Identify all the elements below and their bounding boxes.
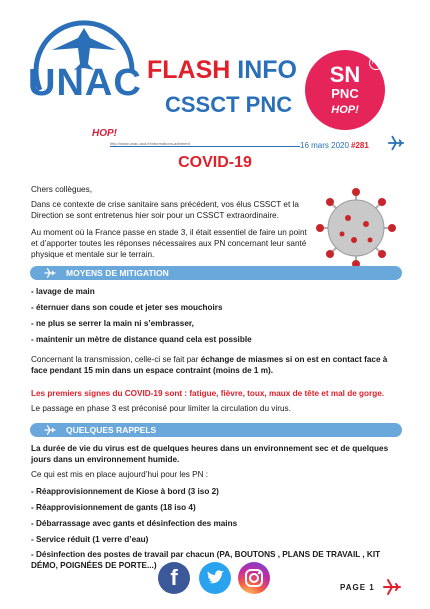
page-number: PAGE 1 [340,583,375,592]
plane-icon [382,578,402,596]
transmission-bold: échange de miasmes si on est en contact face à face pendant 15 min dans un espace contraint (moins de 1 m). [31,355,388,375]
list-item: - Service réduit (1 verre d’eau) [31,535,149,544]
plane-icon [387,134,405,152]
fo-badge: FO [369,56,383,70]
list-item: - lavage de main [31,287,95,296]
plane-icon [44,268,56,278]
transmission-paragraph [31,354,401,376]
section-header-reminders [30,423,402,437]
intro-paragraph-1: Dans ce contexte de crise sanitaire sans précédent, vos élus CSSCT et la Direction se sont entretenus hier soir pour un CSSCT extraordinaire. [31,200,299,220]
list-item: - Réapprovisionnement de gants (18 iso 4) [31,503,196,512]
phase3-text: Le passage en phase 3 est préconisé pour limiter la circulation du virus. [31,404,291,413]
list-item: - Désinfection des postes de travail par chacun (PA, BOUTONS , PLANS DE TRAVAIL , KIT DÉMO, POIGNÉES DE PORTE...) [31,550,381,570]
list-item: - éternuer dans son coude et jeter ses mouchoirs [31,303,223,312]
list-item: - Débarrassage avec gants et désinfection des mains [31,519,238,528]
coronavirus-image [312,184,400,272]
info-word: INFO [237,56,297,84]
snpnc-hop: HOP! [331,104,359,116]
section-header-mitigation [30,266,402,280]
website-link[interactable]: http://www.unac-aoa.fr/informations-adherent [110,141,190,146]
header-rule [110,146,300,147]
list-item: - ne plus se serrer la main ni s’embrasser, [31,319,194,328]
measures-intro: Ce qui est mis en place aujourd’hui pour les PN : [31,470,209,479]
list-item: - Réapprovisionnement de Kiose à bord (3 iso 2) [31,487,219,496]
first-signs-text: Les premiers signes du COVID-19 sont : fatigue, fièvre, toux, maux de tête et mal de gorge. [31,389,385,398]
plane-icon [44,425,56,435]
camera-icon [238,562,270,594]
instagram-icon[interactable] [238,562,270,594]
section-title: MOYENS DE MITIGATION [66,268,169,278]
issue-date: 16 mars 2020 [300,141,349,150]
section-title: QUELQUES RAPPELS [66,425,157,435]
flash-word: FLASH [147,56,231,84]
twitter-icon[interactable] [199,562,231,594]
unac-hop-label: HOP! [92,128,117,139]
list-item: - maintenir un mètre de distance quand cela est possible [31,335,252,344]
flash-info-title [147,56,297,85]
facebook-icon[interactable]: f [158,562,190,594]
snpnc-sn: SN [329,62,361,87]
cssct-subtitle: CSSCT PNC [165,92,293,117]
unac-wordmark: UNAC [28,62,142,104]
page-title: COVID-19 [178,154,252,171]
issue-number: #281 [351,141,369,150]
snpnc-logo [305,50,385,130]
virus-lifespan-text: La durée de vie du virus est de quelques heures dans un environnement sec et de quelques jours dans un environnement humide. [31,444,389,464]
snpnc-pnc: PNC [331,86,359,101]
greeting: Chers collègues, [31,185,92,194]
transmission-text: Concernant la transmission, celle-ci se fait par [31,355,201,364]
bird-icon [199,562,231,594]
intro-paragraph-2: Au moment où la France passe en stade 3, il était essentiel de faire un point et d’apporter toutes les réponses nécessaires aux PN concernant leur santé physique et mentale sur le terrain. [31,228,307,259]
